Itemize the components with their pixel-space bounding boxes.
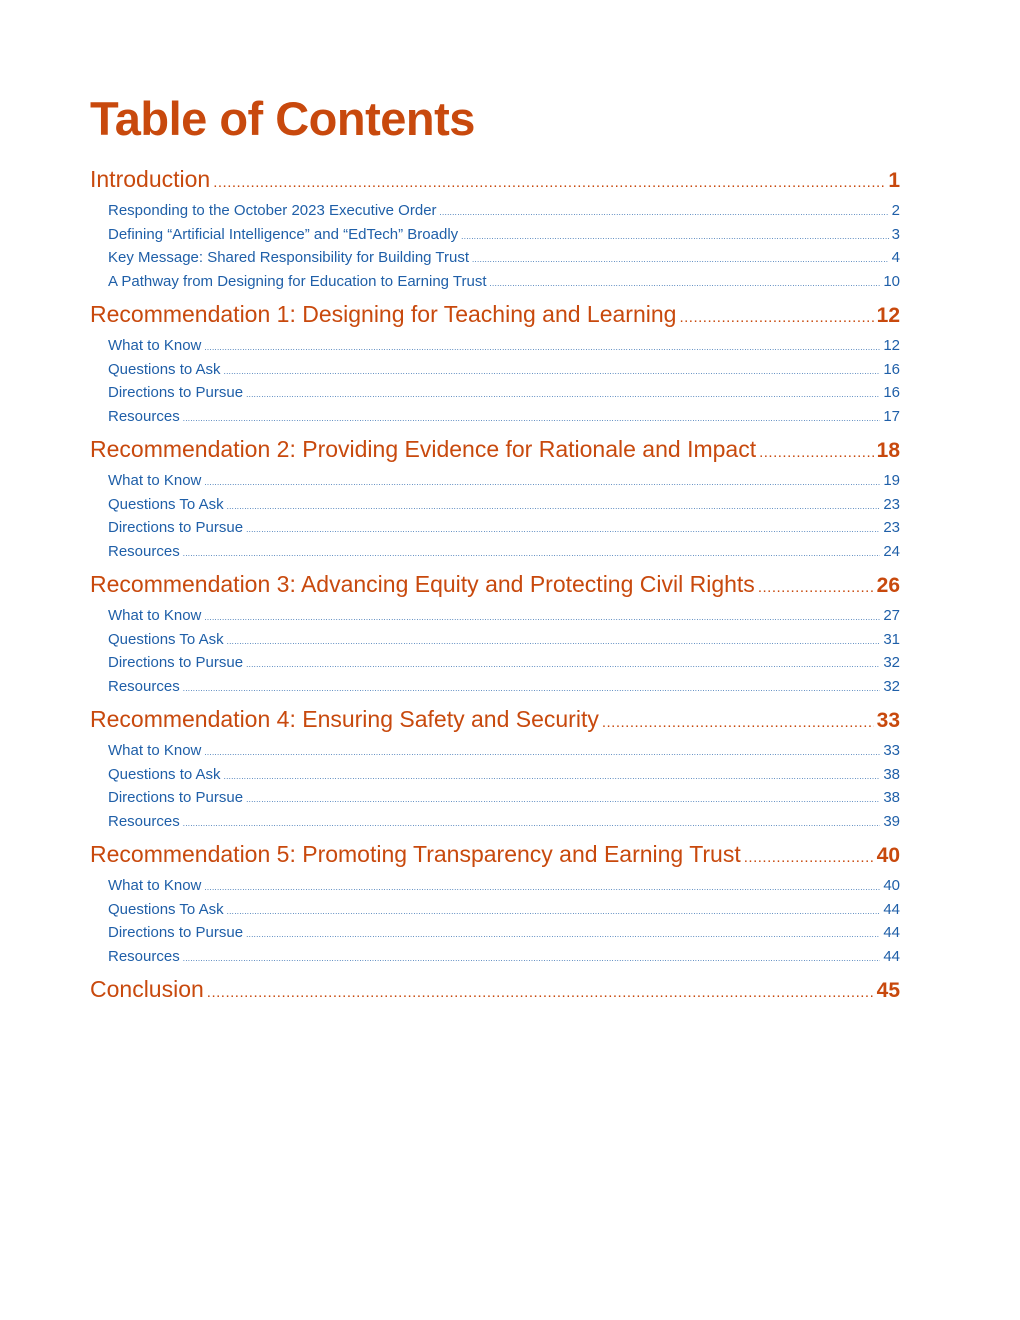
toc-subentry-page: 39	[883, 812, 900, 830]
toc-subentry[interactable]	[90, 493, 900, 517]
toc-subentry[interactable]	[90, 334, 900, 358]
toc-entry-page: 26	[876, 574, 900, 597]
dot-leader	[183, 812, 881, 836]
dot-leader	[246, 383, 880, 407]
dot-leader	[246, 653, 880, 677]
toc-subentry[interactable]	[90, 898, 900, 922]
toc-entry-title: Recommendation 5: Promoting Transparency and Earning Trust	[90, 841, 741, 867]
dot-leader	[183, 947, 881, 971]
dot-leader	[224, 360, 881, 384]
dot-leader	[461, 225, 888, 249]
toc-entry-page: 18	[876, 439, 900, 462]
toc-entry-page: 33	[876, 709, 900, 732]
toc-entry-page: 1	[888, 169, 900, 192]
toc-section-recommendation-1	[90, 297, 900, 432]
toc-subentry-title: Defining “Artificial Intelligence” and “EdTech” Broadly	[108, 225, 459, 243]
toc-subentry-title: Resources	[108, 677, 180, 695]
toc-subentry[interactable]	[90, 270, 900, 294]
dot-leader	[440, 201, 889, 225]
toc-subentry-page: 4	[891, 249, 900, 266]
toc-entry-page: 40	[876, 844, 900, 867]
toc-subentry-page: 27	[883, 607, 900, 624]
toc-subentry[interactable]	[90, 810, 900, 834]
toc-subentry-page: 32	[883, 654, 900, 671]
toc-subentry-page: 16	[883, 384, 900, 401]
toc-entry-main[interactable]	[90, 297, 900, 331]
toc-subentry[interactable]	[90, 675, 900, 699]
toc-entry-main[interactable]	[90, 837, 900, 871]
dot-leader	[224, 765, 881, 789]
toc-subentry[interactable]	[90, 945, 900, 969]
toc-subentry[interactable]	[90, 246, 900, 270]
toc-subentry[interactable]	[90, 604, 900, 628]
dot-leader	[183, 677, 881, 701]
dot-leader	[744, 841, 874, 875]
toc-subentry[interactable]	[90, 540, 900, 564]
toc-subentry-title: Questions To Ask	[108, 900, 224, 918]
toc-subentry-page: 12	[883, 337, 900, 354]
toc-section-recommendation-4	[90, 702, 900, 837]
toc-entry-title: Recommendation 2: Providing Evidence for Rationale and Impact	[90, 436, 757, 462]
dot-leader	[204, 606, 880, 630]
table-of-contents	[90, 162, 900, 1006]
toc-subentry-page: 24	[883, 542, 900, 560]
toc-subentry[interactable]	[90, 786, 900, 810]
toc-subentry-page: 23	[883, 519, 900, 536]
toc-subentry-page: 10	[883, 272, 900, 290]
toc-subentry-page: 32	[883, 677, 900, 695]
toc-subentry-title: Key Message: Shared Responsibility for Building Trust	[108, 249, 470, 266]
toc-subentry[interactable]	[90, 223, 900, 247]
toc-subentry[interactable]	[90, 651, 900, 675]
toc-subentry-page: 38	[883, 789, 900, 806]
toc-subentry-page: 23	[883, 495, 900, 513]
dot-leader	[602, 706, 874, 740]
toc-subentry-title: Responding to the October 2023 Executive Order	[108, 202, 437, 219]
toc-subentry-title: What to Know	[108, 472, 202, 489]
dot-leader	[183, 407, 881, 431]
dot-leader	[759, 436, 874, 470]
dot-leader	[204, 876, 880, 900]
toc-subentry-page: 44	[883, 947, 900, 965]
toc-entry-main[interactable]	[90, 162, 900, 196]
toc-entry-page: 45	[876, 979, 900, 1002]
toc-subentry-page: 31	[883, 630, 900, 648]
toc-subentry-page: 33	[883, 742, 900, 759]
toc-subentry-page: 17	[883, 407, 900, 425]
dot-leader	[227, 495, 881, 519]
toc-subentry[interactable]	[90, 469, 900, 493]
toc-section-conclusion	[90, 972, 900, 1006]
toc-subentry[interactable]	[90, 516, 900, 540]
toc-subentry[interactable]	[90, 199, 900, 223]
toc-section-recommendation-3	[90, 567, 900, 702]
toc-subentry-page: 38	[883, 765, 900, 783]
toc-section-recommendation-2	[90, 432, 900, 567]
dot-leader	[207, 976, 874, 1010]
toc-entry-title: Introduction	[90, 166, 211, 192]
toc-subentry[interactable]	[90, 628, 900, 652]
toc-subentry-page: 19	[883, 472, 900, 489]
dot-leader	[204, 741, 880, 765]
toc-subentry-title: What to Know	[108, 877, 202, 894]
page-title: Table of Contents	[90, 92, 475, 145]
toc-entry-main[interactable]	[90, 432, 900, 466]
dot-leader	[246, 518, 880, 542]
dot-leader	[758, 571, 874, 605]
toc-subentry-title: Directions to Pursue	[108, 519, 244, 536]
dot-leader	[213, 166, 885, 200]
dot-leader	[679, 301, 873, 335]
toc-subentry[interactable]	[90, 921, 900, 945]
toc-entry-title: Conclusion	[90, 976, 204, 1002]
toc-subentry-title: Resources	[108, 542, 180, 560]
toc-subentry-title: A Pathway from Designing for Education to Earning Trust	[108, 272, 487, 290]
toc-entry-main[interactable]	[90, 972, 900, 1006]
toc-entry-title: Recommendation 3: Advancing Equity and Protecting Civil Rights	[90, 571, 755, 597]
toc-subentry-title: Questions to Ask	[108, 360, 221, 378]
toc-entry-main[interactable]	[90, 702, 900, 736]
toc-subentry[interactable]	[90, 405, 900, 429]
toc-subentry-page: 44	[883, 900, 900, 918]
toc-subentry-title: Resources	[108, 812, 180, 830]
toc-entry-title: Recommendation 1: Designing for Teaching and Learning	[90, 301, 677, 327]
toc-subentry-title: Directions to Pursue	[108, 924, 244, 941]
toc-subentry[interactable]	[90, 381, 900, 405]
toc-subentry[interactable]	[90, 739, 900, 763]
dot-leader	[246, 788, 880, 812]
toc-subentry-title: Directions to Pursue	[108, 384, 244, 401]
toc-subentry-title: Resources	[108, 407, 180, 425]
toc-subentry-title: Questions To Ask	[108, 630, 224, 648]
toc-subentry-page: 16	[883, 360, 900, 378]
toc-subentry[interactable]	[90, 763, 900, 787]
dot-leader	[204, 336, 880, 360]
toc-subentry[interactable]	[90, 874, 900, 898]
toc-entry-page: 12	[876, 304, 900, 327]
toc-subentry-title: Directions to Pursue	[108, 789, 244, 806]
toc-entry-title: Recommendation 4: Ensuring Safety and Security	[90, 706, 599, 732]
dot-leader	[227, 900, 881, 924]
dot-leader	[227, 630, 881, 654]
dot-leader	[472, 248, 889, 272]
toc-subentry-title: Resources	[108, 947, 180, 965]
toc-subentry[interactable]	[90, 358, 900, 382]
toc-section-recommendation-5	[90, 837, 900, 972]
toc-subentry-title: What to Know	[108, 607, 202, 624]
toc-subentry-title: What to Know	[108, 337, 202, 354]
dot-leader	[204, 471, 880, 495]
dot-leader	[490, 272, 881, 296]
toc-subentry-title: What to Know	[108, 742, 202, 759]
toc-entry-main[interactable]	[90, 567, 900, 601]
toc-subentry-page: 2	[891, 202, 900, 219]
dot-leader	[246, 923, 880, 947]
toc-subentry-page: 44	[883, 924, 900, 941]
toc-subentry-title: Questions to Ask	[108, 765, 221, 783]
toc-subentry-title: Questions To Ask	[108, 495, 224, 513]
toc-subentry-page: 40	[883, 877, 900, 894]
toc-section-introduction	[90, 162, 900, 297]
dot-leader	[183, 542, 881, 566]
toc-subentry-page: 3	[891, 225, 900, 243]
toc-subentry-title: Directions to Pursue	[108, 654, 244, 671]
